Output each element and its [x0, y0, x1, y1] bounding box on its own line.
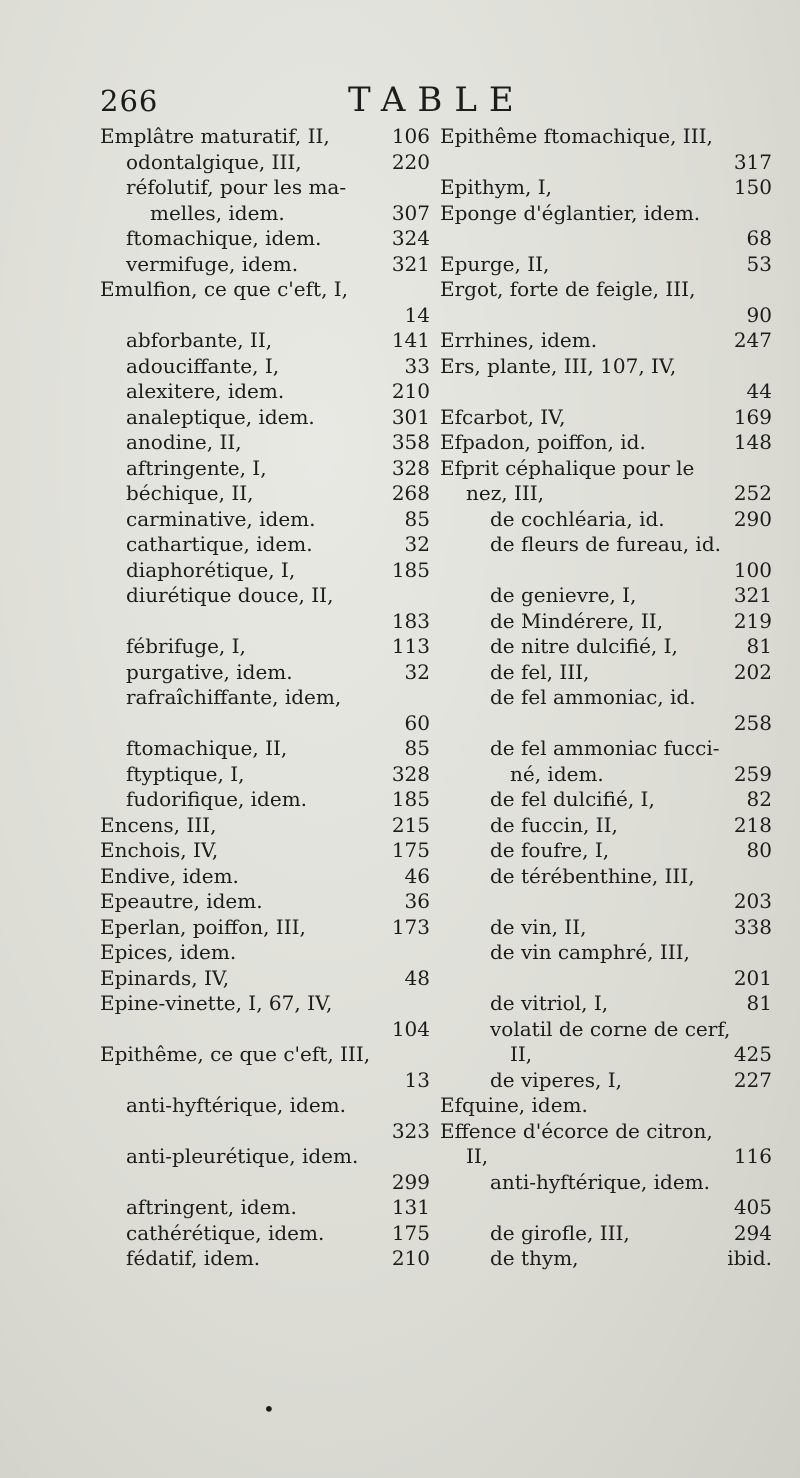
- entry-text: Epithême ftomachique, III,: [440, 124, 713, 148]
- entry-page-ref: 425: [733, 1042, 772, 1066]
- index-entry: [100, 481, 430, 507]
- index-entry: [440, 660, 772, 686]
- index-entry: [100, 1068, 430, 1094]
- entry-text: nez, III,: [466, 481, 545, 505]
- entry-text: de fuccin, II,: [490, 812, 618, 837]
- entry-page-ref: 48: [404, 965, 430, 990]
- entry-text: Epithême, ce que c'eft, III,: [100, 1042, 371, 1066]
- entry-page-ref: 321: [733, 583, 772, 607]
- entry-page-ref: 141: [391, 328, 430, 352]
- index-entry: [100, 762, 430, 788]
- entry-text: de vitriol, I,: [490, 991, 609, 1015]
- entry-page-ref: 46: [404, 863, 430, 888]
- entry-page-ref: 175: [391, 838, 430, 862]
- entry-page-ref: 85: [404, 736, 430, 760]
- entry-page-ref: 185: [391, 787, 430, 811]
- index-entry: [100, 1017, 430, 1043]
- entry-text: anti-hyftérique, idem.: [490, 1169, 710, 1194]
- index-entry: [440, 813, 772, 839]
- entry-text: Encens, III,: [100, 812, 217, 837]
- entry-page-ref: 202: [733, 659, 772, 684]
- entry-page-ref: 227: [733, 1067, 772, 1092]
- entry-text: Epithym, I,: [440, 175, 552, 199]
- entry-text: alexitere, idem.: [126, 379, 285, 403]
- entry-text: Efpadon, poiffon, id.: [440, 430, 646, 454]
- entry-text: vermifuge, idem.: [126, 251, 299, 276]
- index-entry: [440, 991, 772, 1017]
- entry-text: ftyptique, I,: [126, 761, 245, 786]
- entry-text: de térébenthine, III,: [490, 863, 695, 888]
- index-entry: [100, 1144, 430, 1170]
- index-entry: [440, 966, 772, 992]
- index-entry: [440, 1068, 772, 1094]
- index-entry: [100, 507, 430, 533]
- index-entry: [440, 1042, 772, 1068]
- index-entry: [100, 252, 430, 278]
- index-entry: [440, 1093, 772, 1119]
- index-entry: [100, 940, 430, 966]
- entry-text: aftringente, I,: [126, 455, 267, 480]
- index-entry: [440, 150, 772, 176]
- entry-page-ref: 220: [391, 149, 430, 174]
- index-entry: [100, 124, 430, 150]
- entry-text: Effence d'écorce de citron,: [440, 1118, 713, 1143]
- entry-text: II,: [510, 1042, 533, 1066]
- entry-text: de vin camphré, III,: [490, 940, 690, 964]
- entry-page-ref: 218: [733, 812, 772, 837]
- index-entry: [440, 1246, 772, 1272]
- entry-text: cathartique, idem.: [126, 532, 313, 556]
- footer-mark: •: [263, 1397, 275, 1421]
- entry-page-ref: 85: [404, 506, 430, 531]
- entry-text: Efcarbot, IV,: [440, 404, 566, 429]
- entry-text: de viperes, I,: [490, 1067, 622, 1092]
- entry-text: Emplâtre maturatif, II,: [100, 124, 330, 148]
- entry-text: adouciffante, I,: [126, 353, 280, 378]
- entry-page-ref: 210: [391, 1246, 430, 1270]
- entry-text: fébrifuge, I,: [126, 634, 246, 658]
- index-entry: [100, 966, 430, 992]
- index-entry: [100, 277, 430, 303]
- entry-page-ref: 317: [733, 149, 772, 174]
- entry-page-ref: 338: [733, 914, 772, 939]
- entry-page-ref: 116: [733, 1144, 772, 1168]
- index-entry: [100, 864, 430, 890]
- entry-text: fudorifique, idem.: [126, 787, 308, 811]
- index-entry: [440, 940, 772, 966]
- index-entry: [440, 1144, 772, 1170]
- entry-page-ref: 323: [391, 1118, 430, 1143]
- index-entry: [100, 379, 430, 405]
- index-entry: [100, 889, 430, 915]
- index-entry: [440, 609, 772, 635]
- entry-text: diurétique douce, II,: [126, 583, 334, 607]
- index-entry: [440, 864, 772, 890]
- index-column-right: [440, 124, 772, 1272]
- entry-page-ref: 104: [391, 1016, 430, 1041]
- index-entry: [100, 1246, 430, 1272]
- index-entry: [100, 813, 430, 839]
- entry-page-ref: 169: [733, 404, 772, 429]
- entry-text: Epeautre, idem.: [100, 889, 263, 913]
- entry-page-ref: 268: [391, 481, 430, 505]
- index-entry: [440, 481, 772, 507]
- index-entry: [100, 1221, 430, 1247]
- entry-text: Ergot, forte de feigle, III,: [440, 277, 696, 301]
- entry-page-ref: 307: [391, 200, 430, 225]
- index-entry: [100, 175, 430, 201]
- entry-page-ref: 219: [733, 608, 772, 633]
- index-entry: [100, 711, 430, 737]
- entry-page-ref: 324: [391, 226, 430, 250]
- index-entry: [440, 736, 772, 762]
- index-entry: [440, 252, 772, 278]
- index-entry: [440, 379, 772, 405]
- entry-page-ref: 328: [391, 455, 430, 480]
- entry-page-ref: 358: [391, 430, 430, 454]
- entry-page-ref: 210: [391, 379, 430, 403]
- index-entry: [100, 150, 430, 176]
- entry-text: réfolutif, pour les ma-: [126, 175, 347, 199]
- entry-page-ref: 81: [746, 991, 772, 1015]
- index-entry: [440, 1170, 772, 1196]
- entry-page-ref: 175: [391, 1220, 430, 1245]
- entry-page-ref: 148: [733, 430, 772, 454]
- index-entry: [440, 1017, 772, 1043]
- entry-text: Efprit céphalique pour le: [440, 455, 695, 480]
- index-entry: [100, 456, 430, 482]
- entry-text: ftomachique, idem.: [126, 226, 322, 250]
- entry-text: Eponge d'églantier, idem.: [440, 200, 701, 225]
- entry-text: de nitre dulcifié, I,: [490, 634, 678, 658]
- index-entry: [440, 685, 772, 711]
- entry-page-ref: 44: [746, 379, 772, 403]
- entry-text: Epinards, IV,: [100, 965, 230, 990]
- index-entry: [440, 558, 772, 584]
- entry-text: Epurge, II,: [440, 251, 550, 276]
- running-title: TABLE: [348, 80, 526, 120]
- entry-page-ref: 60: [404, 710, 430, 735]
- entry-text: béchique, II,: [126, 481, 254, 505]
- entry-text: de fel dulcifié, I,: [490, 787, 655, 811]
- index-entry: [100, 201, 430, 227]
- index-entry: [440, 354, 772, 380]
- entry-text: melles, idem.: [150, 200, 285, 225]
- index-entry: [440, 175, 772, 201]
- entry-text: de Mindérere, II,: [490, 608, 664, 633]
- entry-page-ref: 33: [404, 353, 430, 378]
- entry-page-ref: 81: [746, 634, 772, 658]
- entry-page-ref: 150: [733, 175, 772, 199]
- entry-page-ref: 201: [733, 965, 772, 990]
- entry-text: de cochléaria, id.: [490, 506, 665, 531]
- entry-page-ref: 203: [733, 889, 772, 913]
- index-entry: [440, 787, 772, 813]
- entry-page-ref: 252: [733, 481, 772, 505]
- entry-page-ref: 290: [733, 506, 772, 531]
- entry-text: Epine-vinette, I, 67, IV,: [100, 991, 333, 1015]
- entry-text: né, idem.: [510, 761, 604, 786]
- entry-page-ref: 13: [404, 1067, 430, 1092]
- entry-page-ref: 258: [733, 710, 772, 735]
- index-entry: [100, 328, 430, 354]
- index-entry: [440, 762, 772, 788]
- entry-text: Endive, idem.: [100, 863, 239, 888]
- entry-text: de fel ammoniac fucci-: [490, 736, 720, 760]
- index-entry: [440, 124, 772, 150]
- entry-page-ref: 328: [391, 761, 430, 786]
- index-entry: [440, 430, 772, 456]
- entry-page-ref: ibid.: [727, 1246, 772, 1270]
- entry-page-ref: 183: [391, 608, 430, 633]
- entry-text: aftringent, idem.: [126, 1195, 297, 1219]
- entry-page-ref: 32: [404, 659, 430, 684]
- page-header: [0, 80, 800, 124]
- entry-text: de vin, II,: [490, 914, 587, 939]
- index-entry: [100, 1170, 430, 1196]
- entry-text: II,: [466, 1144, 489, 1168]
- index-entry: [440, 405, 772, 431]
- page-number: 266: [100, 84, 159, 118]
- index-entry: [100, 1042, 430, 1068]
- index-entry: [440, 711, 772, 737]
- index-entry: [100, 685, 430, 711]
- entry-text: Enchois, IV,: [100, 838, 219, 862]
- entry-text: carminative, idem.: [126, 506, 316, 531]
- index-entry: [440, 277, 772, 303]
- index-entry: [100, 558, 430, 584]
- index-entry: [100, 991, 430, 1017]
- index-entry: [440, 838, 772, 864]
- index-entry: [440, 1195, 772, 1221]
- entry-page-ref: 215: [391, 812, 430, 837]
- entry-text: de fel, III,: [490, 659, 590, 684]
- entry-page-ref: 36: [404, 889, 430, 913]
- entry-page-ref: 405: [733, 1195, 772, 1219]
- entry-text: Eperlan, poiffon, III,: [100, 914, 306, 939]
- index-entry: [440, 303, 772, 329]
- entry-text: Epices, idem.: [100, 940, 237, 964]
- entry-text: anti-pleurétique, idem.: [126, 1144, 359, 1168]
- entry-text: diaphorétique, I,: [126, 557, 296, 582]
- index-entry: [100, 838, 430, 864]
- entry-text: de fel ammoniac, id.: [490, 685, 696, 709]
- index-entry: [100, 430, 430, 456]
- entry-text: de foufre, I,: [490, 838, 610, 862]
- entry-page-ref: 113: [391, 634, 430, 658]
- index-entry: [100, 634, 430, 660]
- entry-text: odontalgique, III,: [126, 149, 302, 174]
- entry-page-ref: 68: [746, 226, 772, 250]
- index-entry: [100, 1119, 430, 1145]
- entry-page-ref: 14: [404, 302, 430, 327]
- index-entry: [440, 583, 772, 609]
- index-entry: [100, 1195, 430, 1221]
- entry-page-ref: 173: [391, 914, 430, 939]
- entry-page-ref: 131: [391, 1195, 430, 1219]
- index-entry: [100, 583, 430, 609]
- entry-text: volatil de corne de cerf,: [490, 1016, 731, 1041]
- index-entry: [100, 1093, 430, 1119]
- entry-page-ref: 90: [746, 302, 772, 327]
- index-entry: [440, 889, 772, 915]
- entry-text: Errhines, idem.: [440, 328, 598, 352]
- entry-text: de thym,: [490, 1246, 579, 1270]
- entry-page-ref: 100: [733, 557, 772, 582]
- entry-page-ref: 259: [733, 761, 772, 786]
- entry-text: de fleurs de fureau, id.: [490, 532, 721, 556]
- index-entry: [440, 226, 772, 252]
- index-entry: [100, 736, 430, 762]
- entry-page-ref: 80: [746, 838, 772, 862]
- index-entry: [440, 532, 772, 558]
- entry-text: anti-hyftérique, idem.: [126, 1093, 346, 1117]
- entry-page-ref: 53: [746, 251, 772, 276]
- index-entry: [440, 1119, 772, 1145]
- index-entry: [100, 609, 430, 635]
- index-entry: [100, 660, 430, 686]
- index-column-left: [100, 124, 430, 1272]
- index-entry: [440, 1221, 772, 1247]
- entry-page-ref: 294: [733, 1220, 772, 1245]
- index-entry: [100, 354, 430, 380]
- entry-text: anodine, II,: [126, 430, 242, 454]
- entry-page-ref: 32: [404, 532, 430, 556]
- entry-text: de genievre, I,: [490, 583, 637, 607]
- entry-text: purgative, idem.: [126, 659, 293, 684]
- entry-text: analeptique, idem.: [126, 404, 315, 429]
- entry-text: abforbante, II,: [126, 328, 273, 352]
- entry-page-ref: 106: [391, 124, 430, 148]
- entry-text: Ers, plante, III, 107, IV,: [440, 353, 677, 378]
- entry-page-ref: 301: [391, 404, 430, 429]
- entry-page-ref: 299: [391, 1169, 430, 1194]
- entry-page-ref: 185: [391, 557, 430, 582]
- index-entry: [100, 303, 430, 329]
- entry-text: de girofle, III,: [490, 1220, 630, 1245]
- index-entry: [100, 226, 430, 252]
- entry-text: cathérétique, idem.: [126, 1220, 325, 1245]
- entry-text: ftomachique, II,: [126, 736, 288, 760]
- index-entry: [100, 532, 430, 558]
- index-entry: [440, 507, 772, 533]
- index-entry: [440, 456, 772, 482]
- entry-text: Emulfion, ce que c'eft, I,: [100, 277, 349, 301]
- entry-page-ref: 82: [746, 787, 772, 811]
- index-entry: [440, 328, 772, 354]
- index-entry: [440, 634, 772, 660]
- entry-text: Efquine, idem.: [440, 1093, 588, 1117]
- index-entry: [100, 787, 430, 813]
- index-entry: [100, 915, 430, 941]
- entry-page-ref: 321: [391, 251, 430, 276]
- index-entry: [440, 915, 772, 941]
- entry-page-ref: 247: [733, 328, 772, 352]
- index-entry: [440, 201, 772, 227]
- entry-text: rafraîchiffante, idem,: [126, 685, 342, 709]
- index-entry: [100, 405, 430, 431]
- entry-text: fédatif, idem.: [126, 1246, 261, 1270]
